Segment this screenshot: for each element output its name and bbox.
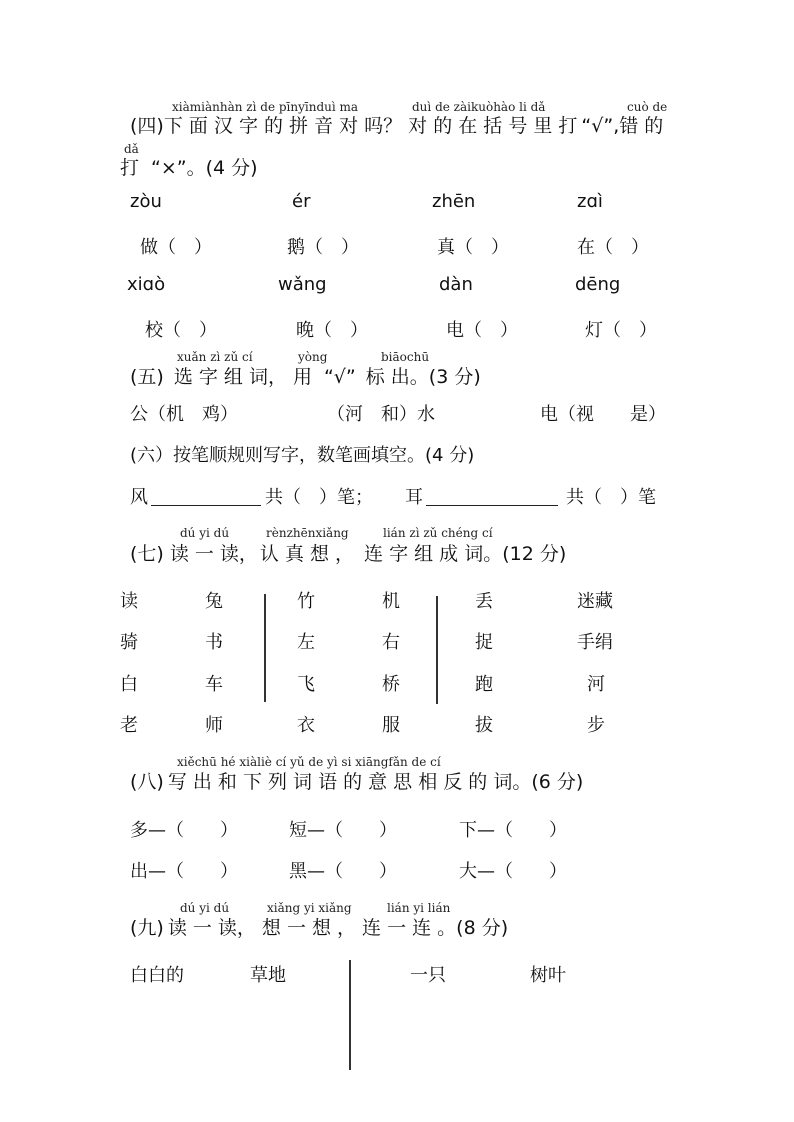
char-answer-slot[interactable]: 电（ ） [446,320,518,341]
pinyin-item: zhēn [432,191,476,212]
word-char[interactable]: 书 [205,632,223,653]
s4-pinyin-4: dǎ [124,142,139,156]
writing-blank[interactable] [151,505,261,506]
pinyin-item: zɑì [577,191,603,212]
pinyin-item: wǎng [278,274,327,295]
s9-pinyin-3: lián yi lián [387,901,451,915]
section-number: (五) [130,366,164,388]
section-number: (七) [130,543,164,565]
s8-heading: (八) 写 出 和 下 列 词 语 的 意 思 相 反 的 词。(6 分) [130,771,584,793]
s5-pinyin-3: biāochū [381,350,430,364]
column-divider [264,594,266,702]
antonym-slot[interactable]: 黑—（ ） [289,861,397,882]
s4-pinyin-3: cuò de [627,100,668,114]
char-answer-slot[interactable]: 鹅（ ） [287,237,359,258]
antonym-slot[interactable]: 出—（ ） [130,861,238,882]
section-number: (九) [130,917,164,939]
column-divider [436,596,438,704]
word-char[interactable]: 拔 [475,715,493,736]
word-char[interactable]: 车 [205,674,223,695]
word-char[interactable]: 跑 [475,674,493,695]
match-word[interactable]: 树叶 [530,965,566,986]
word-char[interactable]: 右 [382,632,400,653]
pinyin-item: ér [292,191,311,212]
match-word[interactable]: 一只 [410,965,446,986]
char-answer-slot[interactable]: 晚（ ） [296,320,368,341]
word-char[interactable]: 衣 [297,715,315,736]
s4-pinyin-2: duì de zàikuòhào li dǎ [412,100,546,114]
stroke-count[interactable]: 共（ ）笔 [566,487,656,508]
s9-heading: (九) 读 一 读， 想 一 想 ， 连 一 连 。(8 分) [130,917,509,939]
antonym-slot[interactable]: 下—（ ） [459,820,567,841]
stroke-char: 耳 [405,487,423,508]
s9-pinyin-2: xiǎng yi xiǎng [267,901,352,915]
antonym-slot[interactable]: 短—（ ） [289,820,397,841]
word-char[interactable]: 竹 [297,591,315,612]
word-char[interactable]: 迷藏 [577,591,613,612]
match-word[interactable]: 白白的 [130,965,184,986]
word-char[interactable]: 桥 [382,674,400,695]
word-char[interactable]: 机 [382,591,400,612]
char-answer-slot[interactable]: 校（ ） [145,320,217,341]
section-number: (四) [130,115,164,137]
s4-heading-line1: (四)下 面 汉 字 的 拼 音 对 吗？ 对 的 在 括 号 里 打 “√”,错 的 [130,115,664,137]
s7-heading: (七) 读 一 读， 认 真 想 ， 连 字 组 成 词。(12 分) [130,543,567,565]
s5-heading: (五) 选 字 组 词， 用 “√” 标 出。(3 分) [130,366,481,388]
pinyin-item: dàn [439,274,473,295]
writing-blank[interactable] [426,505,558,506]
antonym-slot[interactable]: 多—（ ） [130,820,238,841]
word-char[interactable]: 步 [587,715,605,736]
s5-pinyin-2: yòng [298,350,328,364]
char-answer-slot[interactable]: 灯（ ） [585,320,657,341]
choice-item[interactable]: （河 和）水 [327,404,435,425]
stroke-count[interactable]: 共（ ）笔； [265,487,373,508]
s4-pinyin-1: xiàmiànhàn zì de pīnyīnduì ma [172,100,359,114]
pinyin-item: dēng [575,274,621,295]
s9-pinyin-1: dú yi dú [180,901,230,915]
char-answer-slot[interactable]: 做（ ） [140,237,212,258]
word-char[interactable]: 老 [120,715,138,736]
match-word[interactable]: 草地 [250,965,286,986]
word-char[interactable]: 河 [587,674,605,695]
word-char[interactable]: 左 [297,632,315,653]
s7-pinyin-2: rènzhēnxiǎng [266,526,349,540]
word-char[interactable]: 兔 [205,591,223,612]
pinyin-item: zòu [130,191,162,212]
pinyin-item: xiɑò [127,274,166,295]
section-number: (八) [130,771,164,793]
word-char[interactable]: 白 [120,674,138,695]
word-char[interactable]: 服 [382,715,400,736]
choice-item[interactable]: 公（机 鸡） [130,404,238,425]
word-char[interactable]: 师 [205,715,223,736]
s8-pinyin-1: xiěchū hé xiàliè cí yǔ de yì si xiāngfǎn de cí [177,755,441,769]
word-char[interactable]: 骑 [120,632,138,653]
stroke-char: 风 [130,487,148,508]
choice-item[interactable]: 电（视 是） [540,404,666,425]
s7-pinyin-1: dú yi dú [180,526,230,540]
s5-pinyin-1: xuǎn zì zǔ cí [177,350,253,364]
char-answer-slot[interactable]: 在（ ） [577,237,649,258]
word-char[interactable]: 捉 [475,632,493,653]
word-char[interactable]: 手绢 [577,632,613,653]
column-divider [349,960,351,1070]
word-char[interactable]: 飞 [297,674,315,695]
s7-pinyin-3: lián zì zǔ chéng cí [383,526,493,540]
antonym-slot[interactable]: 大—（ ） [459,861,567,882]
word-char[interactable]: 读 [120,591,138,612]
word-char[interactable]: 丢 [475,591,493,612]
char-answer-slot[interactable]: 真（ ） [437,237,509,258]
s6-heading: (六）按笔顺规则写字，数笔画填空。(4 分) [130,445,475,466]
s4-heading-line2: 打 “×”。(4 分) [120,157,258,179]
